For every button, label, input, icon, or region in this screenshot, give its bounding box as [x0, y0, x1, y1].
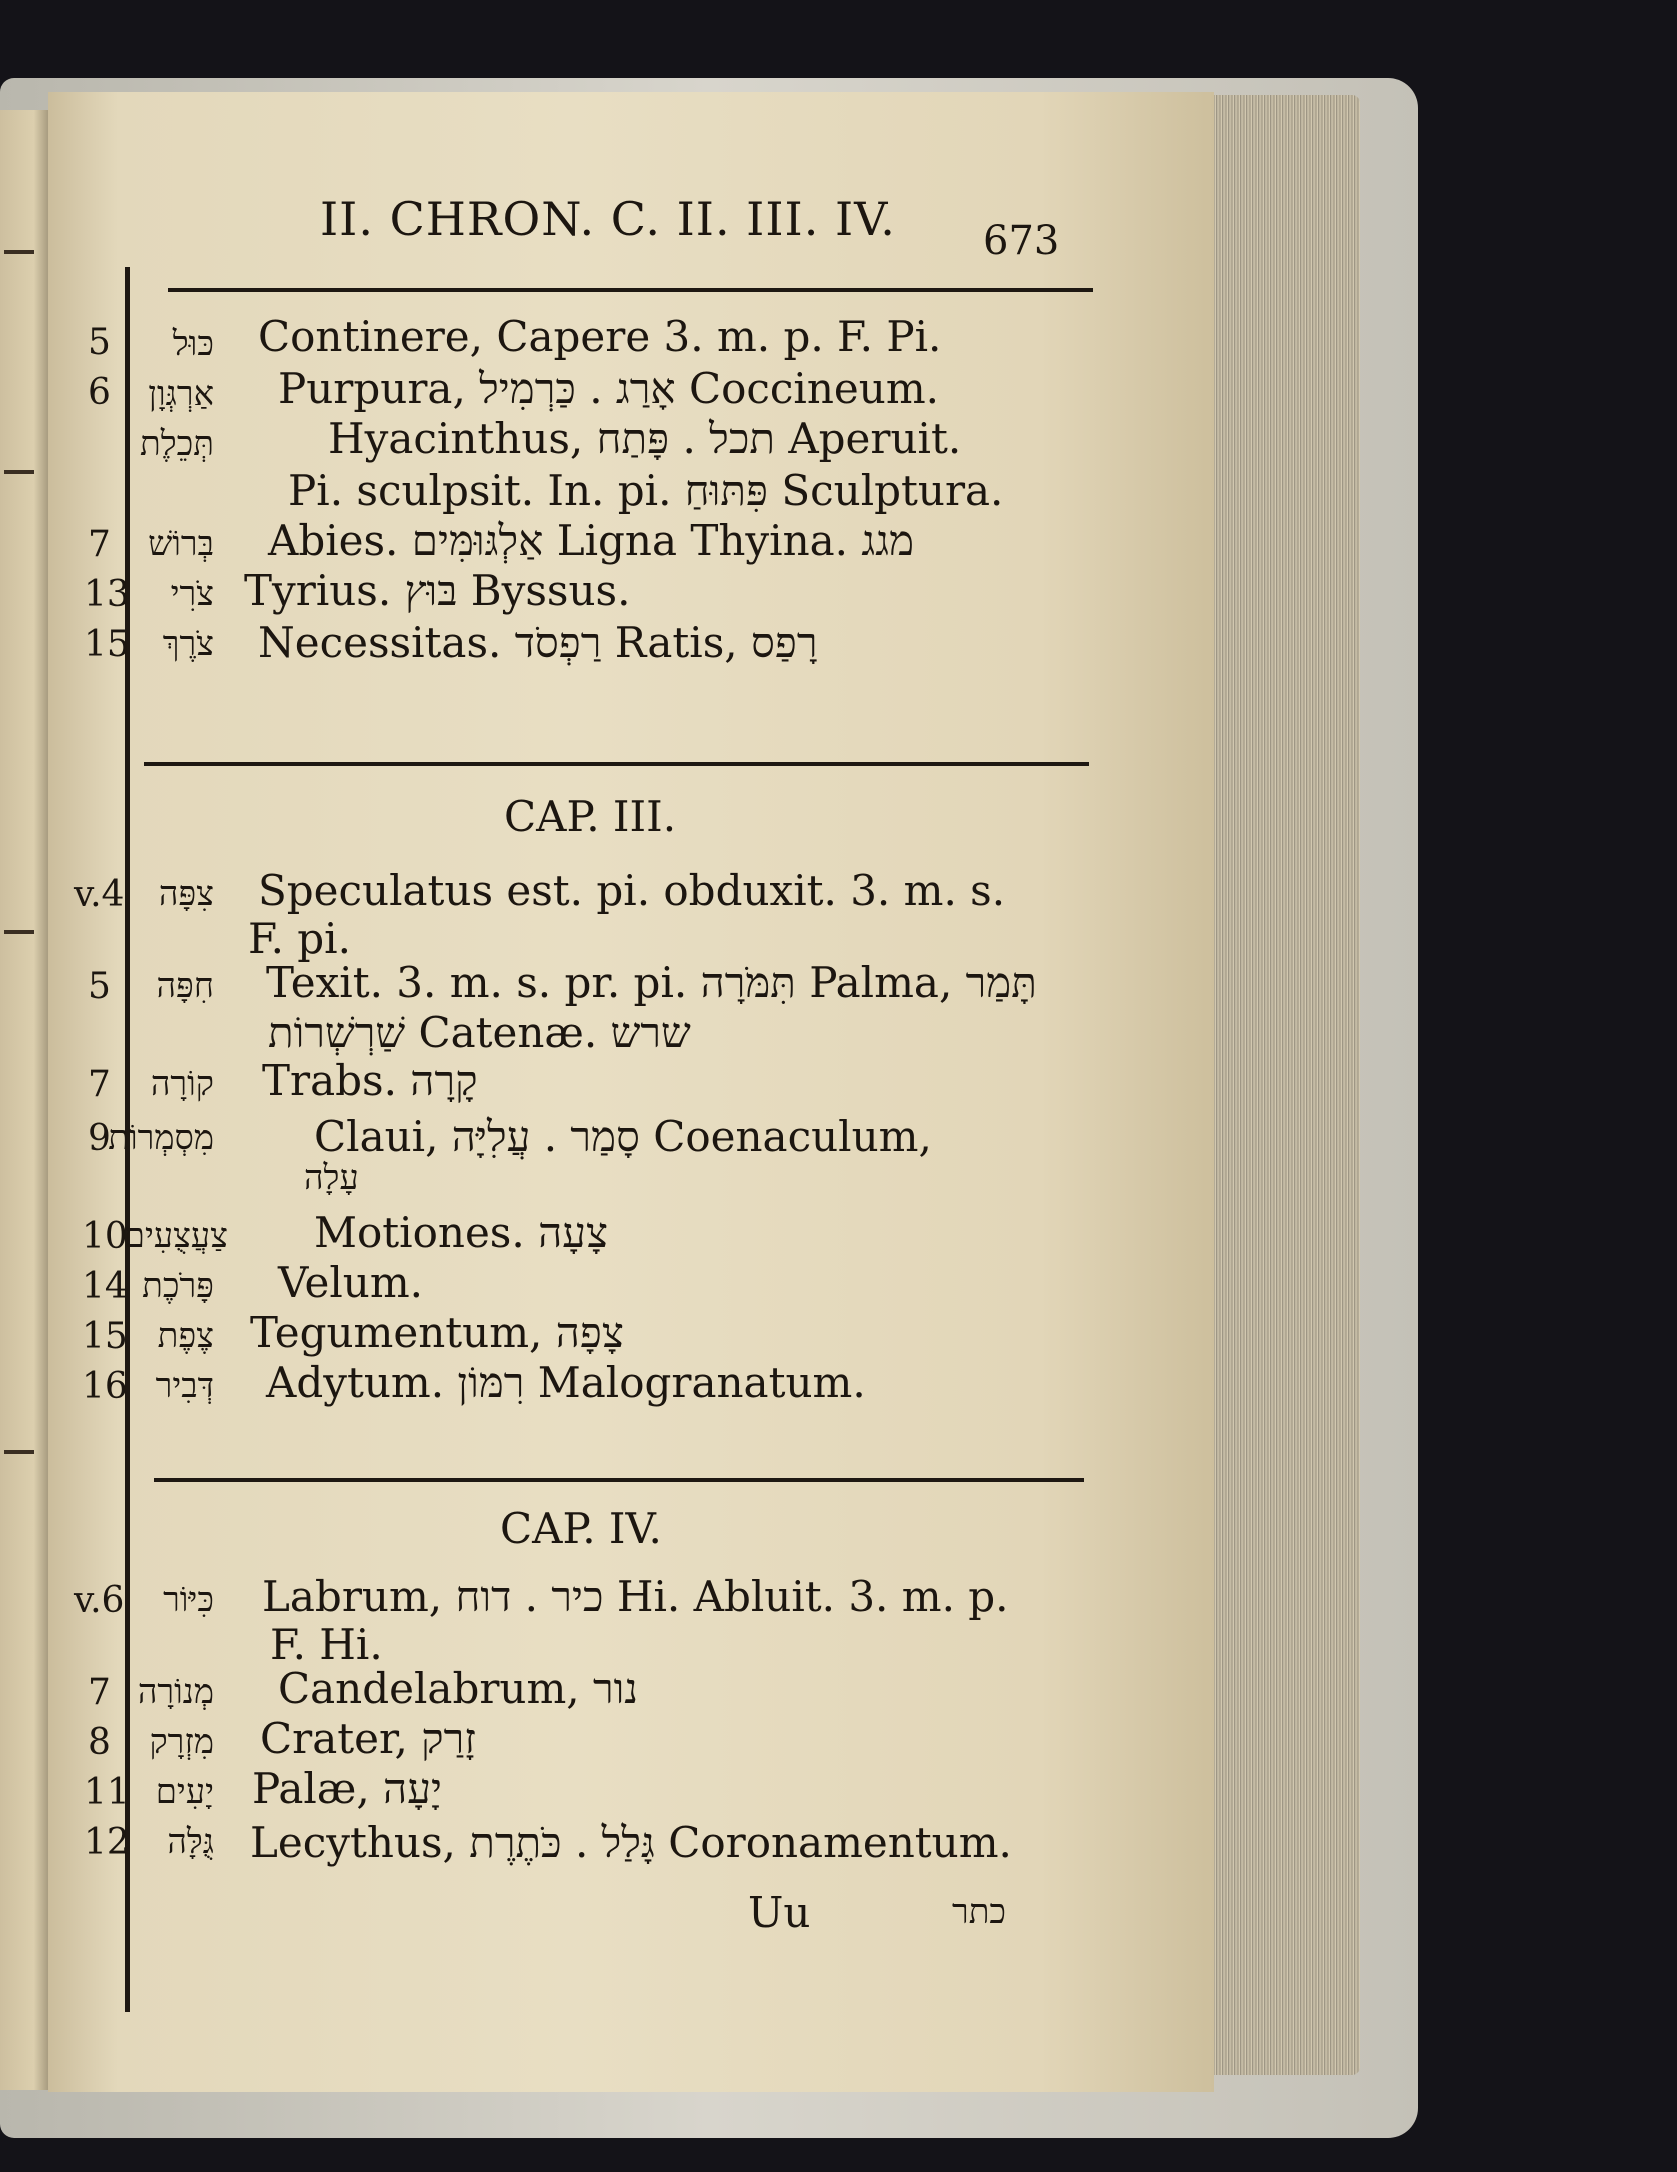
verse-number: 11: [84, 1772, 130, 1813]
verse-number: 15: [84, 624, 130, 665]
hebrew-headword: פָּרֹכֶת: [142, 1266, 214, 1306]
hebrew-headword: כִּיּוֹר: [163, 1580, 214, 1620]
verse-number: 13: [84, 574, 130, 615]
entry-text: Texit. 3. m. s. pr. pi. תִּמֹּרָה Palma, תָּמַר: [266, 958, 1037, 1007]
verse-number: 16: [82, 1366, 128, 1407]
entry-text: Tyrius. בּוּץ Byssus.: [244, 566, 631, 615]
page-number: 673: [983, 218, 1060, 264]
running-title: II. CHRON. C. II. III. IV.: [320, 192, 896, 246]
verse-number: v.4: [74, 874, 125, 915]
hebrew-headword: גֻּלָּה: [167, 1822, 214, 1862]
entry-text: Tegumentum, צָפָה: [250, 1308, 624, 1357]
entry-text: Motiones. צָעָה: [314, 1208, 608, 1257]
entry-text: Pi. sculpsit. In. pi. פִּתּוּחַ Sculptura.: [288, 466, 1004, 515]
verse-number: 8: [88, 1722, 111, 1763]
hebrew-headword: צִפָּה: [158, 874, 214, 914]
entry-text: Purpura, אָרַג . כַּרְמִיל Coccineum.: [278, 364, 939, 413]
entry-text: Labrum, כיר . דוח Hi. Abluit. 3. m. p.: [262, 1572, 1009, 1621]
verse-number: 15: [82, 1316, 128, 1357]
hebrew-headword: מְנוֹרָה: [137, 1672, 214, 1712]
verse-number: 14: [82, 1266, 128, 1307]
verse-number: v.6: [74, 1580, 125, 1621]
verse-number: 6: [88, 372, 111, 413]
verse-number: 7: [88, 524, 111, 565]
hebrew-headword: קוֹרָה: [150, 1064, 214, 1104]
verse-number: 5: [88, 966, 111, 1007]
hebrew-headword: יָעִים: [155, 1772, 214, 1812]
chapter-heading: CAP. III.: [504, 792, 677, 841]
entry-text: Palæ, יָעָה: [252, 1764, 442, 1813]
entry-text: Hyacinthus, תכל . פָּתַח Aperuit.: [328, 414, 962, 463]
entry-text: Crater, זָרַק: [260, 1714, 476, 1763]
entry-text: Adytum. רִמּוֹן Malogranatum.: [266, 1358, 866, 1407]
verse-number: 9: [88, 1118, 111, 1159]
entry-text: F. pi.: [248, 914, 351, 963]
verse-number: 7: [88, 1672, 111, 1713]
page-edges: [1210, 95, 1360, 2075]
entry-text: Continere, Capere 3. m. p. F. Pi.: [258, 312, 942, 361]
hebrew-headword: צֹרֶךְ: [162, 624, 214, 664]
hebrew-headword: בְּרוֹשׁ: [148, 524, 214, 564]
entry-text: F. Hi.: [270, 1620, 383, 1669]
entry-text: Necessitas. רַפְסֹד Ratis, רָפַס: [258, 618, 818, 667]
chapter-divider: [144, 762, 1089, 766]
entry-text: שַׁרְשְׁרוֹת Catenæ. שרש: [268, 1008, 691, 1057]
verse-number: 10: [82, 1216, 128, 1257]
entry-text: Lecythus, גָּלַל . כֹּתֶרֶת Coronamentum.: [250, 1818, 1012, 1867]
entry-text: Candelabrum, נור: [278, 1664, 639, 1713]
hebrew-headword: מִזְרָק: [149, 1722, 214, 1762]
hebrew-root: עָלָה: [304, 1158, 359, 1198]
hebrew-headword: מִסְמְרוֹת: [108, 1118, 214, 1158]
hebrew-headword: צֶפֶת: [157, 1316, 214, 1356]
header-rule: [168, 288, 1093, 292]
hebrew-headword: צַעֲצֻעִים: [123, 1216, 228, 1256]
hebrew-headword: חִפָּה: [156, 966, 214, 1006]
hebrew-headword: צֹרִי: [170, 574, 214, 614]
verse-number: 7: [88, 1064, 111, 1105]
entry-text: Speculatus est. pi. obduxit. 3. m. s.: [258, 866, 1006, 915]
catchword: כתר: [952, 1892, 1007, 1932]
hebrew-headword: תְּכֵלֶת: [140, 424, 214, 464]
book-page: [48, 92, 1214, 2092]
signature-mark: Uu: [748, 1888, 811, 1937]
entry-text: Abies. אַלְגּוּמִּים Ligna Thyina. מגג: [268, 516, 914, 565]
entry-text: Trabs. קָרָה: [262, 1056, 478, 1105]
hebrew-headword: כּוּל: [172, 324, 214, 364]
verse-number: 5: [88, 322, 111, 363]
hebrew-headword: דְּבִיר: [155, 1366, 214, 1406]
facing-page-edge: [0, 110, 48, 2090]
entry-text: Velum.: [278, 1258, 423, 1307]
verse-number: 12: [84, 1822, 130, 1863]
hebrew-headword: אַרְגְּוָן: [148, 374, 214, 414]
chapter-divider: [154, 1478, 1084, 1482]
entry-text: Claui, סָמַר . עֲלִיָּה Coenaculum,: [314, 1112, 932, 1161]
chapter-heading: CAP. IV.: [500, 1504, 662, 1553]
